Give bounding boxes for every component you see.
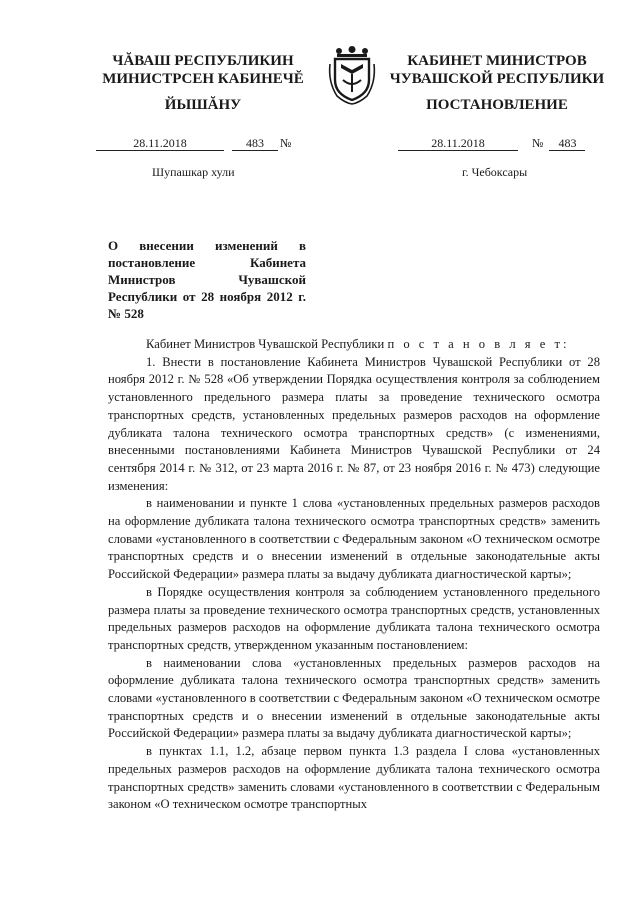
registration-right [398,136,585,151]
registration-left [96,136,291,151]
registration-left-number-sign: № [280,136,292,150]
header-right-line1: КАБИНЕТ МИНИСТРОВ [407,53,587,69]
header-right-doc-type: ПОСТАНОВЛЕНИЕ [426,97,568,113]
city-left: Шупашкар хули [152,165,235,179]
body-paragraph-3: в Порядке осуществления контроля за соблюдением установленного предельного размера платы за проведение технического осмотра транспортных средств, установленных предельных размеров расходов на оформление дубликата талона технического осмотра транспортных средств, утвержденном указанным постановлением: [108,584,600,652]
header-left-line1: ЧĂВАШ РЕСПУБЛИКИН [112,53,294,69]
body-paragraph-2: в наименовании и пункте 1 слова «установленных предельных размеров расходов на оформление дубликата талона технического осмотра транспортных средств» заменить словами «установленного в соответствии с Федеральным законом «О техническом осмотре транспортных средств и о внесении изменений в отдельные законодательные акты Российской Федерации» размера платы за выдачу дубликата диагностической карты»; [108,496,600,582]
body-paragraph-4: в наименовании слова «установленных предельных размеров расходов на оформление дубликата талона технического осмотра транспортных средств» заменить словами «установленного в соответствии с Федеральным законом «О техническом осмотре транспортных средств и о внесении изменений в отдельные законодательные акты Российской Федерации» размера платы за выдачу дубликата диагностической карты»; [108,655,600,741]
registration-left-number: 483 [232,136,278,151]
header-left-line2: МИНИСТРСЕН КАБИНЕЧĔ [102,71,304,87]
header-right-authority [378,52,616,88]
registration-right-number: 483 [549,136,585,151]
body-paragraph-5: в пунктах 1.1, 1.2, абзаце первом пункта 1.3 раздела I слова «установленных предельных размеров расходов на оформление дубликата талона технического осмотра транспортных средств» заменить словами «установленного в соответствии с Федеральным законом «О техническом осмотре транспортных [108,744,600,812]
chuvash-coat-of-arms-icon [327,46,377,106]
document-title: О внесении изменений в постановление Кабинета Министров Чувашской Республики от 28 ноября 2012 г. № 528 [108,238,306,321]
registration-left-date: 28.11.2018 [96,136,224,151]
header-left-doc-type: ЙЫШĂНУ [164,97,242,113]
body-paragraph-1: 1. Внести в постановление Кабинета Министров Чувашской Республики от 28 ноября 2012 г. № 528 «Об утверждении Порядка осуществления контроля за соблюдением установленного предельного размера платы за проведение технического осмотра транспортных средств, установленных предельных размеров расходов на оформление дубликата талона технического осмотра транспортных средств» (с изменениями, внесенными постановлениями Кабинета Министров Чувашской Республики от 24 сентября 2014 г. № 312, от 23 марта 2016 г. № 87, от 23 ноября 2016 г. № 473) следующие изменения: [108,354,600,493]
document-body [108,336,600,814]
city-right: г. Чебоксары [462,165,528,179]
registration-right-date: 28.11.2018 [398,136,518,151]
header-left-authority [98,52,308,88]
intro-paragraph [108,336,600,354]
header-right-line2: ЧУВАШСКОЙ РЕСПУБЛИКИ [389,71,605,87]
intro-text: Кабинет Министров Чувашской Республики [146,337,385,351]
registration-right-number-sign: № [532,136,544,150]
intro-verb: п о с т а н о в л я е т: [387,337,570,351]
